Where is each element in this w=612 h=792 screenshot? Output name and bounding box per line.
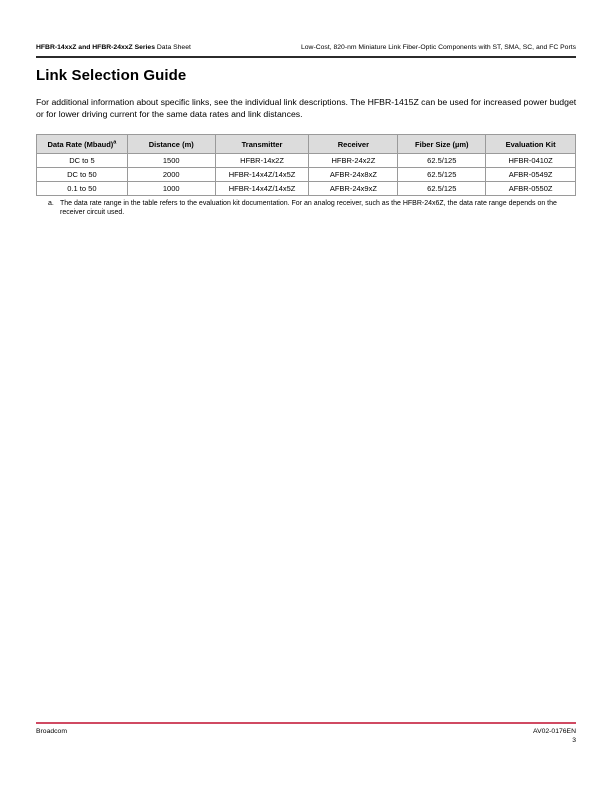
- cell-transmitter: HFBR-14x2Z: [215, 154, 309, 168]
- col-header-transmitter: Transmitter: [215, 135, 309, 154]
- footnote-text: The data rate range in the table refers to the evaluation kit documentation. For an analog receiver, such as the HFBR-24x6Z, the data rate range depends on the receiver circuit used.: [60, 200, 557, 216]
- table-head: [37, 135, 576, 154]
- col-header-evaluation-kit: Evaluation Kit: [486, 135, 576, 154]
- footer-company-name: Broadcom: [36, 728, 67, 735]
- cell-data-rate: DC to 50: [37, 168, 128, 182]
- footer-divider: [36, 722, 576, 724]
- col-header-data-rate: [37, 135, 128, 154]
- cell-distance: 1000: [127, 182, 215, 196]
- table-body: [37, 154, 576, 196]
- cell-fiber-size: 62.5/125: [398, 154, 486, 168]
- table-header-row: [37, 135, 576, 154]
- footnote-marker: a.: [48, 200, 54, 207]
- col-header-fiber-size: Fiber Size (µm): [398, 135, 486, 154]
- footer-doc-number: AV02-0176EN: [533, 728, 576, 735]
- header-doc-type: Data Sheet: [154, 44, 191, 51]
- footnote-reference: a: [113, 139, 117, 145]
- table-row: [37, 154, 576, 168]
- cell-fiber-size: 62.5/125: [398, 182, 486, 196]
- cell-fiber-size: 62.5/125: [398, 168, 486, 182]
- cell-receiver: AFBR-24x8xZ: [309, 168, 398, 182]
- cell-distance: 2000: [127, 168, 215, 182]
- col-header-receiver: Receiver: [309, 135, 398, 154]
- cell-evaluation-kit: AFBR-0550Z: [486, 182, 576, 196]
- cell-receiver: HFBR-24x2Z: [309, 154, 398, 168]
- footer-doc-info: [533, 728, 576, 745]
- col-header-distance: Distance (m): [127, 135, 215, 154]
- cell-receiver: AFBR-24x9xZ: [309, 182, 398, 196]
- footer-page-number: 3: [572, 737, 576, 745]
- cell-evaluation-kit: HFBR-0410Z: [486, 154, 576, 168]
- header-left-title: [36, 44, 191, 52]
- header-right-title: Low-Cost, 820-nm Miniature Link Fiber-Optic Components with ST, SMA, SC, and FC Ports: [301, 44, 576, 51]
- cell-evaluation-kit: AFBR-0549Z: [486, 168, 576, 182]
- table-row: [37, 182, 576, 196]
- header-series-name: HFBR-14xxZ and HFBR-24xxZ Series: [36, 44, 155, 51]
- cell-transmitter: HFBR-14x4Z/14x5Z: [215, 168, 309, 182]
- cell-distance: 1500: [127, 154, 215, 168]
- cell-data-rate: DC to 5: [37, 154, 128, 168]
- link-selection-table: [36, 134, 576, 196]
- col-header-data-rate-label: Data Rate (Mbaud): [47, 139, 114, 149]
- intro-paragraph: For additional information about specific links, see the individual link descriptions. The HFBR-1415Z can be used for increased power budget or for lower driving current for the same data rates and link distances.: [36, 97, 577, 119]
- running-footer: [36, 728, 576, 745]
- cell-transmitter: HFBR-14x4Z/14x5Z: [215, 182, 309, 196]
- table-footnote: [48, 199, 564, 217]
- page-title: Link Selection Guide: [36, 67, 187, 84]
- header-divider: [36, 56, 576, 58]
- cell-data-rate: 0.1 to 50: [37, 182, 128, 196]
- running-header: [36, 44, 576, 52]
- table-row: [37, 168, 576, 182]
